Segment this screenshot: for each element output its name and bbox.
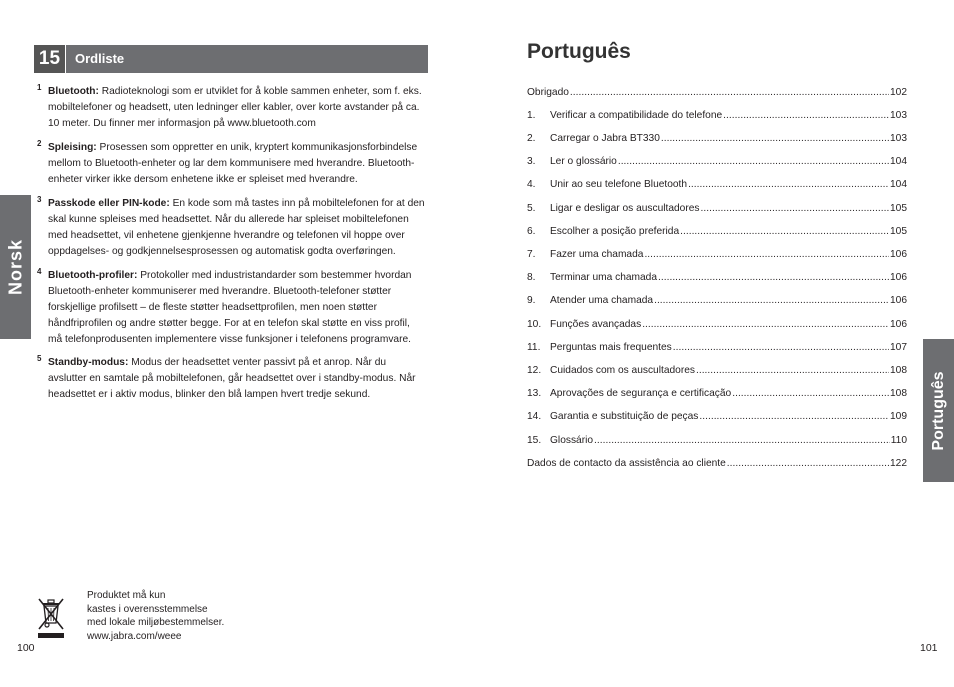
toc-leader-dots	[654, 293, 889, 309]
language-tab-portugues[interactable]	[923, 339, 954, 482]
toc-leader-dots	[699, 409, 889, 425]
toc-leader-dots	[673, 340, 889, 356]
toc-entry-page: 107	[890, 342, 907, 353]
glossary-definition: Protokoller med industristandarder som bestemmer hvordan Bluetooth-enheter kommuniserer med hverandre. Bluetooth-telefoner støtter forskjellige profilsett – de fleste støtter headsettprofilen, men noen støtter håndfriprofilen og andre støtter begge. For at en telefon skal støtte en viss profil, må telefonprodusenten implementere visse funksjoner i telefonens programvare.	[48, 270, 412, 345]
footnote-number: 5	[37, 354, 42, 363]
language-tab-norsk[interactable]	[0, 195, 31, 339]
glossary-term: Bluetooth:	[48, 86, 99, 97]
toc-entry-label: Atender uma chamada	[550, 295, 654, 306]
glossary-term: Passkode eller PIN-kode:	[48, 198, 170, 209]
toc-leader-dots	[661, 131, 889, 147]
toc-entry-page: 104	[890, 179, 907, 190]
glossary-definition: Radioteknologi som er utviklet for å koble sammen enheter, som f. eks. mobiltelefoner og headsett, uten ledninger eller kabler, over korte avstander på ca. 10 meter. Du finner mer informasjon på www.bluetooth.com	[48, 86, 422, 129]
toc-entry-number: 4.	[527, 179, 536, 190]
toc-entry-page: 106	[890, 249, 907, 260]
toc-leader-dots	[618, 154, 889, 170]
toc-entry-page: 122	[890, 458, 907, 469]
section-number-badge: 15	[34, 45, 65, 73]
toc-entry-number: 6.	[527, 226, 536, 237]
toc-entry-page: 105	[890, 203, 907, 214]
toc-entry[interactable]	[527, 131, 907, 147]
language-tab-label: Português	[929, 370, 947, 451]
toc-entry-page: 102	[890, 87, 907, 98]
toc-entry[interactable]	[527, 317, 907, 333]
toc-entry-label: Obrigado	[527, 87, 569, 98]
glossary-term: Bluetooth-profiler:	[48, 270, 138, 281]
toc-entry-label: Perguntas mais frequentes	[550, 342, 672, 353]
toc-entry-label: Funções avançadas	[550, 319, 642, 330]
toc-leader-dots	[696, 363, 889, 379]
toc-leader-dots	[688, 177, 889, 193]
toc-leader-dots	[644, 247, 889, 263]
toc-leader-dots	[658, 270, 889, 286]
toc-entry-label: Unir ao seu telefone Bluetooth	[550, 179, 688, 190]
footnote-number: 3	[37, 195, 42, 204]
toc-entry-page: 106	[890, 295, 907, 306]
glossary-entry	[48, 355, 426, 403]
footnote-number: 1	[37, 83, 42, 92]
toc-entry[interactable]	[527, 456, 907, 472]
toc-leader-dots	[727, 456, 889, 472]
toc-entry-number: 3.	[527, 156, 536, 167]
toc-entry[interactable]	[527, 108, 907, 124]
language-tab-label: Norsk	[5, 238, 25, 296]
toc-entry[interactable]	[527, 224, 907, 240]
toc-entry-page: 105	[890, 226, 907, 237]
toc-entry-page: 104	[890, 156, 907, 167]
glossary-entry	[48, 140, 426, 188]
toc-leader-dots	[723, 108, 889, 124]
weee-line: Produktet må kun	[87, 590, 166, 601]
toc-entry-number: 11.	[527, 342, 541, 353]
toc-entry[interactable]	[527, 247, 907, 263]
toc-leader-dots	[732, 386, 889, 402]
glossary-entry	[48, 196, 426, 260]
toc-entry-label: Aprovações de segurança e certificação	[550, 388, 732, 399]
toc-entry-number: 9.	[527, 295, 536, 306]
toc-entry-label: Terminar uma chamada	[550, 272, 658, 283]
toc-entry-label: Dados de contacto da assistência ao cliente	[527, 458, 726, 469]
glossary-definition: Prosessen som oppretter en unik, kryptert kommunikasjonsforbindelse mellom to Bluetooth-enheter og lar dem kommunisere med hverandre. Bluetooth-enheter virker ikke dersom enhetene ikke er spleiset med hverandre.	[48, 142, 418, 185]
toc-leader-dots	[701, 201, 889, 217]
glossary-term: Spleising:	[48, 142, 97, 153]
toc-entry[interactable]	[527, 270, 907, 286]
toc-leader-dots	[642, 317, 889, 333]
toc-entry-label: Verificar a compatibilidade do telefone	[550, 110, 723, 121]
toc-entry[interactable]	[527, 340, 907, 356]
footnote-number: 2	[37, 139, 42, 148]
page-title: Português	[527, 40, 631, 63]
weee-line: kastes i overensstemmelse	[87, 603, 208, 615]
toc-entry-label: Escolher a posição preferida	[550, 226, 680, 237]
footnote-number: 4	[37, 267, 42, 276]
toc-entry-label: Fazer uma chamada	[550, 249, 644, 260]
toc-entry[interactable]	[527, 201, 907, 217]
toc-leader-dots	[570, 85, 889, 101]
toc-entry-number: 1.	[527, 110, 536, 121]
toc-entry[interactable]	[527, 386, 907, 402]
toc-entry-number: 13.	[527, 388, 542, 399]
toc-entry-label: Ligar e desligar os auscultadores	[550, 203, 700, 214]
toc-entry-page: 103	[890, 110, 907, 121]
toc-entry[interactable]	[527, 154, 907, 170]
toc-entry-number: 2.	[527, 133, 536, 144]
toc-entry[interactable]	[527, 363, 907, 379]
glossary-entry	[48, 268, 426, 348]
toc-entry-label: Cuidados com os auscultadores	[550, 365, 695, 376]
toc-entry-label: Garantia e substituição de peças	[550, 411, 699, 422]
toc-entry-page: 103	[890, 133, 907, 144]
toc-entry-page: 108	[890, 388, 907, 399]
toc-entry-page: 106	[890, 319, 907, 330]
toc-entry-number: 7.	[527, 249, 536, 260]
toc-entry-page: 106	[890, 272, 907, 283]
toc-entry-label: Glossário	[550, 435, 594, 446]
toc-entry-number: 15.	[527, 435, 542, 446]
page-number-right: 101	[920, 642, 938, 654]
weee-link[interactable]: www.jabra.com/weee	[87, 630, 182, 642]
toc-entry[interactable]	[527, 409, 907, 425]
glossary-definition: En kode som må tastes inn på mobiltelefonen for at den skal kunne spleises med headsettet. Når du allerede har spleiset mobiltelefonen med headsettet, vil enhetene gjenkjenne hverandre og telefonen vil hoppe over oppdagelses- og godkjennelsesprosessen og automatisk godta overføringen.	[48, 198, 425, 257]
toc-entry-page: 108	[890, 365, 907, 376]
toc-entry[interactable]	[527, 433, 907, 449]
glossary-definition: Modus der headsettet venter passivt på et anrop. Når du avslutter en samtale på mobiltelefonen, går headsettet over i standby-modus. Når headsettet er i aktiv modus, blinker den blå lampen hvert tredje sekund.	[48, 357, 416, 400]
toc-entry-page: 109	[890, 411, 907, 422]
toc-entry-number: 5.	[527, 203, 536, 214]
toc-entry-number: 14.	[527, 411, 542, 422]
toc-entry[interactable]	[527, 177, 907, 193]
weee-disposal-note	[87, 589, 224, 643]
toc-entry-number: 8.	[527, 272, 536, 283]
toc-entry-label: Ler o glossário	[550, 156, 617, 167]
weee-line: med lokale miljøbestemmelser.	[87, 617, 225, 628]
glossary-term: Standby-modus:	[48, 357, 129, 368]
toc-entry[interactable]	[527, 293, 907, 309]
toc-entry-label: Carregar o Jabra BT330	[550, 133, 660, 144]
toc-entry-number: 10.	[527, 319, 542, 330]
section-title: Ordliste	[75, 51, 125, 66]
toc-entry-page: 110	[890, 435, 907, 446]
glossary-entry	[48, 84, 426, 132]
toc-leader-dots	[680, 224, 889, 240]
toc-leader-dots	[594, 433, 890, 449]
toc-entry-number: 12.	[527, 365, 542, 376]
toc-entry[interactable]	[527, 85, 907, 101]
crossed-out-wheelie-bin-icon	[36, 596, 66, 640]
page-number-left: 100	[17, 642, 35, 654]
